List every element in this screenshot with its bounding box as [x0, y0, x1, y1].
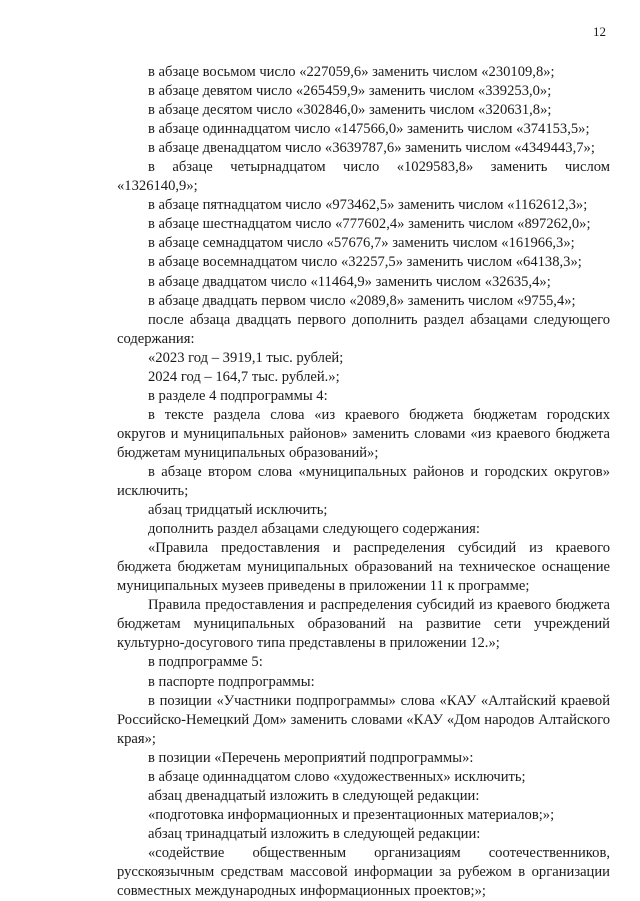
- paragraph: в абзаце восьмом число «227059,6» заменить числом «230109,8»;: [148, 64, 555, 80]
- paragraph: в абзаце пятнадцатом число «973462,5» заменить числом «1162612,3»;: [148, 197, 588, 214]
- paragraph: в абзаце девятом число «265459,9» заменить числом «339253,0»;: [148, 83, 552, 100]
- paragraph: в абзаце одиннадцатом число «147566,0» заменить числом «374153,5»;: [148, 121, 590, 138]
- paragraph: в позиции «Участники подпрограммы» слова «КАУ «Алтайский краевой Российско-Немецкий Дом» заменить словами «КАУ «Дом народов Алтайского края»;: [117, 692, 610, 747]
- paragraph: в абзаце одиннадцатом слово «художественных» исключить;: [148, 768, 526, 785]
- paragraph: в разделе 4 подпрограммы 4:: [148, 387, 328, 404]
- paragraph: «подготовка информационных и презентационных материалов;»;: [148, 806, 555, 823]
- paragraph: в абзаце двенадцатом число «3639787,6» заменить числом «4349443,7»;: [148, 140, 595, 157]
- paragraph: в позиции «Перечень мероприятий подпрограммы»:: [148, 749, 474, 766]
- paragraph: «содействие общественным организациям соотечественников, русскоязычным средствам массовой информации за рубежом в организации совместных международных информационных проектов;»;: [117, 844, 610, 900]
- paragraph: в абзаце десятом число «302846,0» заменить числом «320631,8»;: [148, 102, 552, 119]
- paragraph: Правила предоставления и распределения субсидий из краевого бюджета бюджетам муниципальных образований на развитие сети учреждений культурно-досугового типа представлены в приложении 12.»;: [117, 597, 610, 652]
- paragraph: в абзаце двадцатом число «11464,9» заменить числом «32635,4»;: [148, 273, 551, 290]
- paragraph: «Правила предоставления и распределения субсидий из краевого бюджета бюджетам муниципальных образований на техническое оснащение муниципальных музеев приведены в приложении 11 к программе;: [117, 540, 610, 595]
- paragraph: «2023 год – 3919,1 тыс. рублей;: [148, 349, 344, 366]
- paragraph: в подпрограмме 5:: [148, 654, 263, 671]
- paragraph: в абзаце семнадцатом число «57676,7» заменить числом «161966,3»;: [148, 235, 575, 252]
- paragraph: в абзаце двадцать первом число «2089,8» заменить числом «9755,4»;: [148, 292, 576, 309]
- paragraph: абзац тридцатый исключить;: [148, 502, 328, 519]
- paragraph: после абзаца двадцать первого дополнить раздел абзацами следующего содержания:: [117, 311, 610, 347]
- paragraph: в абзаце втором слова «муниципальных районов и городских округов» исключить;: [117, 463, 610, 500]
- document-body: [117, 63, 610, 901]
- paragraph: абзац двенадцатый изложить в следующей редакции:: [148, 787, 480, 804]
- paragraph: в абзаце шестнадцатом число «777602,4» заменить числом «897262,0»;: [148, 216, 591, 233]
- paragraph: в абзаце восемнадцатом число «32257,5» заменить числом «64138,3»;: [148, 254, 582, 271]
- paragraph: в тексте раздела слова «из краевого бюджета бюджетам городских округов и муниципальных районов» заменить словами «из краевого бюджета бюджетам муниципальных образований»;: [117, 406, 610, 461]
- paragraph: в абзаце четырнадцатом число «1029583,8» заменить числом «1326140,9»;: [117, 159, 610, 195]
- paragraph: 2024 год – 164,7 тыс. рублей.»;: [148, 368, 340, 385]
- paragraph: дополнить раздел абзацами следующего содержания:: [148, 521, 480, 538]
- paragraph: в паспорте подпрограммы:: [148, 673, 315, 690]
- page-number: 12: [593, 24, 606, 39]
- paragraph: абзац тринадцатый изложить в следующей редакции:: [148, 825, 481, 842]
